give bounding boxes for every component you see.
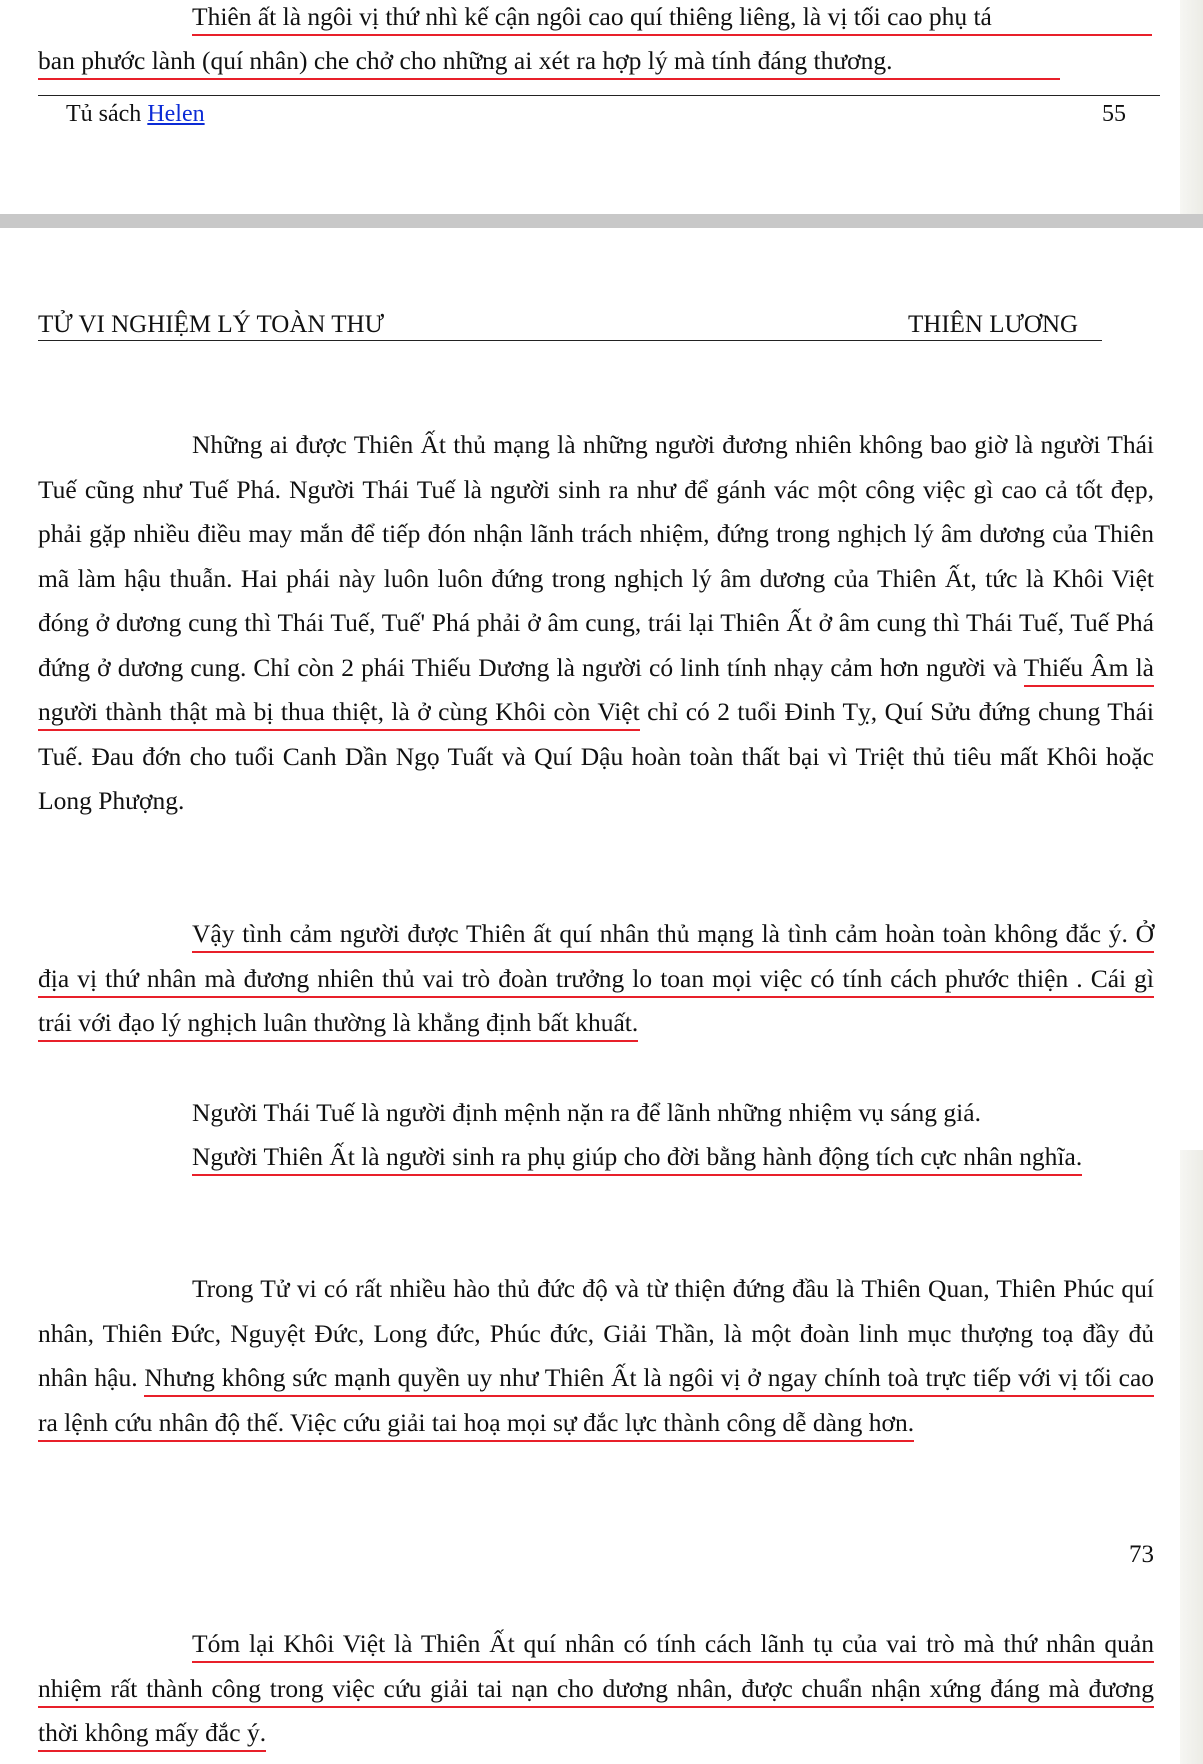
- running-header-title: TỬ VI NGHIỆM LÝ TOÀN THƯ: [38, 311, 384, 338]
- running-header-section: THIÊN LƯƠNG: [908, 311, 1079, 338]
- previous-page-tail: [0, 0, 1203, 215]
- paragraph-3: Người Thái Tuế là người định mệnh nặn ra để lãnh những nhiệm vụ sáng giá.: [192, 1098, 981, 1127]
- paragraph-1-text-end: chỉ có 2 tuổi Đinh Tỵ, Quí Sửu đứng chung Thái Tuế. Đau đớn cho tuổi Canh Dần Ngọ Tuất và Quí Dậu hoàn toàn thất bại vì Triệt thủ tiêu mất Khôi hoặc Long Phượng.: [38, 697, 1154, 815]
- paragraph-6: [38, 1622, 1154, 1756]
- paragraph-1-text: Những ai được Thiên Ất thủ mạng là những người đương nhiên không bao giờ là người Thái Tuế cũng như Tuế Phá. Người Thái Tuế là người sinh ra như để gánh vác một công việc gì cao cả tốt đẹp, phải gặp nhiều điều may mắn để tiếp đón nhận lãnh trách nhiệm, đứng trong nghịch lý âm dương của Thiên mã làm hậu thuẫn. Hai phái này luôn luôn đứng trong nghịch lý âm dương của Thiên Ất, tức là Khôi Việt đóng ở dương cung thì Thái Tuế, Tuế' Phá phải ở âm cung, trái lại Thiên Ất ở âm cung thì Thái Tuế, Tuế Phá đứng ở dương cung. Chỉ còn 2 phái Thiếu Dương là người có linh tính nhạy cảm hơn người và: [38, 430, 1154, 682]
- prev-line-1-underline: [192, 34, 1152, 36]
- footer-source: [66, 98, 205, 130]
- prev-line-2-underline: [38, 78, 1060, 80]
- paragraph-5-text: Trong Tử vi có rất nhiều hào thủ đức độ và từ thiện đứng đầu là Thiên Quan, Thiên Phúc quí nhân, Thiên Đức, Nguyệt Đức, Long đức, Phúc đức, Giải Thần, là một đoàn linh mục thượng toạ đầy đủ nhân hậu.: [38, 1274, 1154, 1392]
- prev-line-1: Thiên ất là ngôi vị thứ nhì kế cận ngôi cao quí thiêng liêng, là vị tối cao phụ tá: [192, 2, 992, 31]
- footer-source-label: Tủ sách: [66, 101, 148, 127]
- helen-link[interactable]: Helen: [147, 101, 205, 127]
- paragraph-4: [38, 1135, 1154, 1180]
- paragraph-5: [38, 1267, 1154, 1445]
- scan-edge-bottom: [1180, 1150, 1203, 1764]
- paragraph-2: [38, 912, 1154, 1046]
- footer-page-number: 55: [1102, 101, 1126, 127]
- page-number: 73: [1129, 1541, 1154, 1568]
- header-rule: [38, 340, 1102, 341]
- prev-line-2: ban phước lành (quí nhân) che chở cho những ai xét ra hợp lý mà tính đáng thương.: [38, 46, 893, 75]
- scan-edge-top: [1180, 0, 1203, 214]
- paragraph-4-highlight: Người Thiên Ất là người sinh ra phụ giúp cho đời bằng hành động tích cực nhân nghĩa.: [192, 1142, 1082, 1176]
- page-separator: [0, 214, 1203, 228]
- paragraph-6-highlight: Tóm lại Khôi Việt là Thiên Ất quí nhân có tính cách lãnh tụ của vai trò mà thứ nhân quản nhiệm rất thành công trong việc cứu giải tai nạn cho dương nhân, được chuẩn nhận xứng đáng mà đương thời không mấy đắc ý.: [38, 1629, 1154, 1752]
- paragraph-1-highlight: Thiếu Âm là người thành thật mà bị thua thiệt, là ở cùng Khôi còn Việt: [38, 653, 1154, 732]
- paragraph-5-highlight: Nhưng không sức mạnh quyền uy như Thiên Ất là ngôi vị ở ngay chính toà trực tiếp với vị tối cao ra lệnh cứu nhân độ thế. Việc cứu giải tai hoạ mọi sự đắc lực thành công dễ dàng hơn.: [38, 1363, 1154, 1442]
- paragraph-1: [38, 423, 1154, 824]
- footer-rule: [38, 95, 1160, 96]
- paragraph-2-highlight: Vậy tình cảm người được Thiên ất quí nhân thủ mạng là tình cảm hoàn toàn không đắc ý. Ở địa vị thứ nhân mà đương nhiên thủ vai trò đoàn trưởng lo toan mọi việc có tính cách phước thiện . Cái gì trái với đạo lý nghịch luân thường là khẳng định bất khuất.: [38, 919, 1154, 1042]
